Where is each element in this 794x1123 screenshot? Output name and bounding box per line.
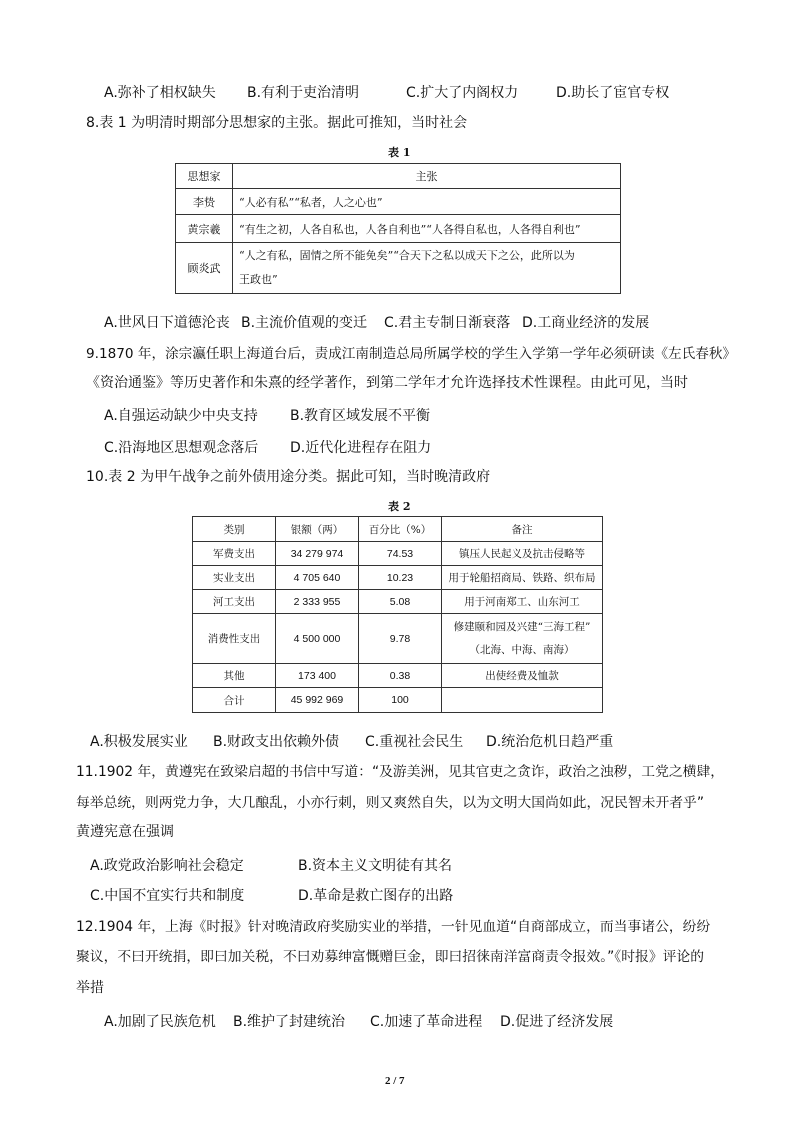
table1-row1-thinker: 李贽: [176, 189, 233, 215]
q11-stem-line2: 每举总统，则两党力争，大几酿乱，小亦行刺，则又爽然自失，以为文明大国尚如此，况民智未开者乎”: [76, 795, 705, 811]
q7-option-d: D.助长了宦官专权: [556, 85, 670, 101]
q12-stem-line1: 12.1904 年，上海《时报》针对晚清政府奖励实业的举措，一针见血道“自商部成立，而当事诸公，纷纷: [76, 919, 711, 935]
table2-cell: 用于河南郑工、山东河工: [442, 590, 603, 614]
q7-option-b: B.有利于吏治清明: [247, 85, 360, 101]
q10-option-a: A.积极发展实业: [90, 734, 188, 750]
table1-row3-claim-line1: “人之有私，固情之所不能免矣”“合天下之私以成天下之公，此所以为: [239, 249, 575, 262]
q9-stem-line1: 9.1870 年，涂宗瀛任职上海道台后，责成江南制造总局所属学校的学生入学第一学年必须研读《左氏春秋》: [86, 346, 737, 362]
q11-option-d: D.革命是救亡图存的出路: [298, 888, 454, 904]
q9-option-a: A.自强运动缺少中央支持: [104, 408, 258, 424]
q9-stem-line2: 《资治通鉴》等历史著作和朱熹的经学著作，到第二学年才允许选择技术性课程。由此可见，当时: [86, 375, 688, 391]
q10-stem: 10.表 2 为甲午战争之前外债用途分类。据此可知，当时晚清政府: [86, 469, 491, 485]
table1-row3-claim-line2: 王政也”: [239, 273, 278, 286]
q7-option-a: A.弥补了相权缺失: [104, 85, 216, 101]
table2-cell: 9.78: [359, 614, 442, 664]
q7-option-c: C.扩大了内阁权力: [406, 85, 519, 101]
table1-row1-claim: “人必有私”“私者，人之心也”: [233, 189, 621, 215]
table2-cell: 4 705 640: [276, 566, 359, 590]
table2-cell: 45 992 969: [276, 688, 359, 713]
table2-cell: 镇压人民起义及抗击侵略等: [442, 542, 603, 566]
q12-option-d: D.促进了经济发展: [500, 1014, 614, 1030]
table2-cell: 军费支出: [193, 542, 276, 566]
q10-option-d: D.统治危机日趋严重: [486, 734, 614, 750]
table2: [192, 516, 603, 713]
table2-cell: 0.38: [359, 664, 442, 688]
q8-option-b: B.主流价值观的变迁: [241, 315, 368, 331]
table2-cell: 2 333 955: [276, 590, 359, 614]
q11-option-b: B.资本主义文明徒有其名: [298, 858, 453, 874]
table2-cell: 4 500 000: [276, 614, 359, 664]
table2-cell: 河工支出: [193, 590, 276, 614]
table1: [175, 163, 621, 294]
table2-caption: 表 2: [388, 500, 411, 513]
q9-option-b: B.教育区域发展不平衡: [290, 408, 431, 424]
q11-option-a: A.政党政治影响社会稳定: [90, 858, 244, 874]
q10-option-b: B.财政支出依赖外债: [213, 734, 340, 750]
q8-option-a: A.世风日下道德沦丧: [104, 315, 230, 331]
q12-stem-line2: 聚议，不曰开统捐，即曰加关税，不曰劝募绅富慨赠巨金，即曰招徕南洋富商责令报效。”《时报》评论的: [76, 949, 705, 965]
table2-cell: 10.23: [359, 566, 442, 590]
q8-option-d: D.工商业经济的发展: [522, 315, 650, 331]
table1-header-claim: 主张: [233, 164, 621, 189]
table2-note-line1: 修建颐和园及兴建“三海工程”: [453, 620, 591, 633]
table1-row3-thinker: 顾炎武: [176, 243, 233, 294]
table2-cell: 173 400: [276, 664, 359, 688]
table2-cell: 实业支出: [193, 566, 276, 590]
table2-header-percent: 百分比（%）: [359, 517, 442, 542]
table2-cell: 消费性支出: [193, 614, 276, 664]
table2-cell: 出使经费及恤款: [442, 664, 603, 688]
q9-option-d: D.近代化进程存在阻力: [290, 440, 432, 456]
q10-option-c: C.重视社会民生: [365, 734, 464, 750]
q12-option-c: C.加速了革命进程: [370, 1014, 483, 1030]
table2-header-amount: 银额（两）: [276, 517, 359, 542]
q8-option-c: C.君主专制日渐衰落: [384, 315, 511, 331]
q9-option-c: C.沿海地区思想观念落后: [104, 440, 259, 456]
q11-stem-line1: 11.1902 年，黄遵宪在致梁启超的书信中写道：“及游美洲，见其官吏之贪诈，政治之浊秽，工党之横肆，: [76, 764, 725, 780]
q8-stem: 8.表 1 为明清时期部分思想家的主张。据此可推知，当时社会: [86, 115, 468, 131]
table1-header-thinker: 思想家: [176, 164, 233, 189]
page-number: 2 / 7: [385, 1075, 405, 1087]
table2-cell: 合计: [193, 688, 276, 713]
table2-header-note: 备注: [442, 517, 603, 542]
table2-cell: 用于轮船招商局、铁路、织布局: [442, 566, 603, 590]
table2-cell: 100: [359, 688, 442, 713]
q11-option-c: C.中国不宜实行共和制度: [90, 888, 245, 904]
table1-row2-thinker: 黄宗羲: [176, 215, 233, 243]
table2-cell: [442, 688, 603, 713]
table2-cell: 34 279 974: [276, 542, 359, 566]
table2-cell: 5.08: [359, 590, 442, 614]
q11-stem-line3: 黄遵宪意在强调: [76, 824, 174, 840]
q12-option-a: A.加剧了民族危机: [104, 1014, 216, 1030]
table1-row3-claim: [233, 243, 621, 294]
table2-cell: 74.53: [359, 542, 442, 566]
table2-note-line2: （北海、中海、南海）: [469, 643, 575, 656]
table2-cell: 其他: [193, 664, 276, 688]
table1-row2-claim: “有生之初，人各自私也，人各自利也”“人各得自私也，人各得自利也”: [233, 215, 621, 243]
table2-header-category: 类别: [193, 517, 276, 542]
table1-caption: 表 1: [388, 146, 411, 159]
q12-option-b: B.维护了封建统治: [233, 1014, 346, 1030]
table2-cell: [442, 614, 603, 664]
q12-stem-line3: 举措: [76, 980, 104, 996]
